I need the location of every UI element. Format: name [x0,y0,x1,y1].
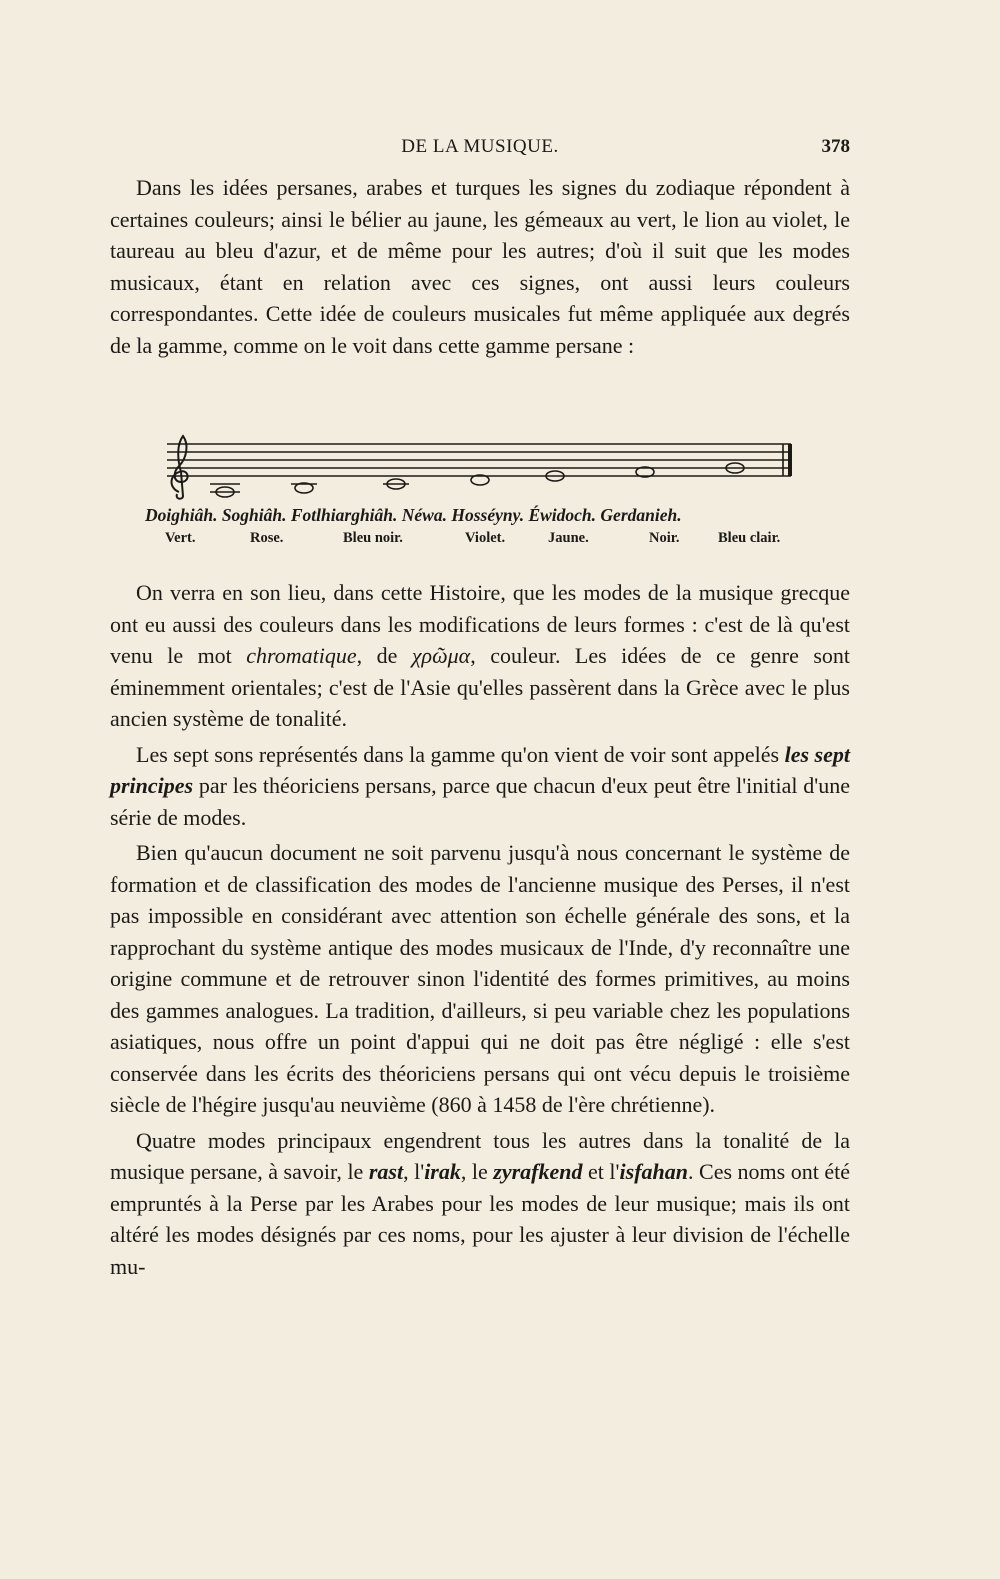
color-label: Bleu clair. [718,530,781,546]
color-label: Bleu noir. [343,530,403,546]
musical-staff [165,432,805,502]
term-chromatique: chromatique [246,643,357,668]
scale-note-names: Doighiâh. Soghiâh. Fotlhiarghiâh. Néwa. Hosséyny. Éwidoch. Gerdanieh. [145,505,682,525]
color-label: Rose. [250,530,284,546]
term-rast: rast [368,1159,404,1184]
color-label: Noir. [649,530,680,546]
term-irak: irak [424,1159,461,1184]
term-isfahan: isfahan [619,1159,688,1184]
scale-color-names [165,530,825,552]
paragraph-four-modes: Quatre modes principaux engendrent tous les autres dans la tonalité de la musique persane, à savoir, le rast, l'irak, le zyrafkend et l'isfahan. Ces noms ont été empruntés à la Perse par les Arabes pour les modes de leur musique; mais ils ont altéré les modes désignés par ces noms, pour les ajuster à leur division de l'échelle mu- [110,1127,850,1279]
text-block-top [110,172,850,361]
paragraph-zodiac-colors: Dans les idées persanes, arabes et turques les signes du zodiaque répondent à certaines couleurs; ainsi le bélier au jaune, les gémeaux au vert, le lion au violet, le taureau au bleu d'azur, et de même pour les autres; d'où il suit que les modes musicaux, étant en relation avec ces signes, ont aussi leurs couleurs correspondantes. Cette idée de couleurs musicales fut même appliquée aux degrés de la gamme, comme on le voit dans cette gamme persane : [110,175,850,358]
color-label: Jaune. [548,530,589,546]
color-label: Violet. [465,530,506,546]
running-title: DE LA MUSIQUE. [401,136,559,157]
page-number: 378 [821,136,850,157]
page-header [110,132,850,162]
paragraph-seven-principles: Les sept sons représentés dans la gamme qu'on vient de voir sont appelés les sept principes par les théoriciens persans, parce que chacun d'eux peut être l'initial d'une série de modes. [110,741,850,830]
term-sept-principes: les sept principes [110,741,850,798]
paragraph-persian-system: Bien qu'aucun document ne soit parvenu jusqu'à nous concernant le système de formation et de classification des modes de l'ancienne musique des Perses, il n'est pas impossible en considérant avec attention son échelle générale des sons, et la rapprochant du système antique des modes musicaux de l'Inde, d'y reconnaître une origine commune et de retrouver sinon l'identité des formes primitives, au moins des gammes analogues. La tradition, d'ailleurs, si peu variable chez les populations asiatiques, nous offre un point d'appui qui ne doit pas être négligé : elle s'est conservée dans les écrits des théoriciens persans qui ont vécu depuis le troisième siècle de l'hégire jusqu'au neuvième (860 à 1458 de l'ère chrétienne). [110,840,850,1117]
color-label: Vert. [165,530,196,546]
greek-word: χρῶμα [411,643,471,668]
term-zyrafkend: zyrafkend [493,1159,583,1184]
persian-scale-staff-graphic [165,432,805,502]
text-block-bottom [110,577,850,1282]
paragraph-greek-chromatic: On verra en son lieu, dans cette Histoire, que les modes de la musique grecque ont eu aussi des couleurs dans les modifications de leurs formes : c'est de là qu'est venu le mot chromatique, de χρῶμα, couleur. Les idées de ce genre sont éminemment orientales; c'est de l'Asie qu'elles passèrent dans la Grèce avec le plus ancien système de tonalité. [110,580,851,731]
